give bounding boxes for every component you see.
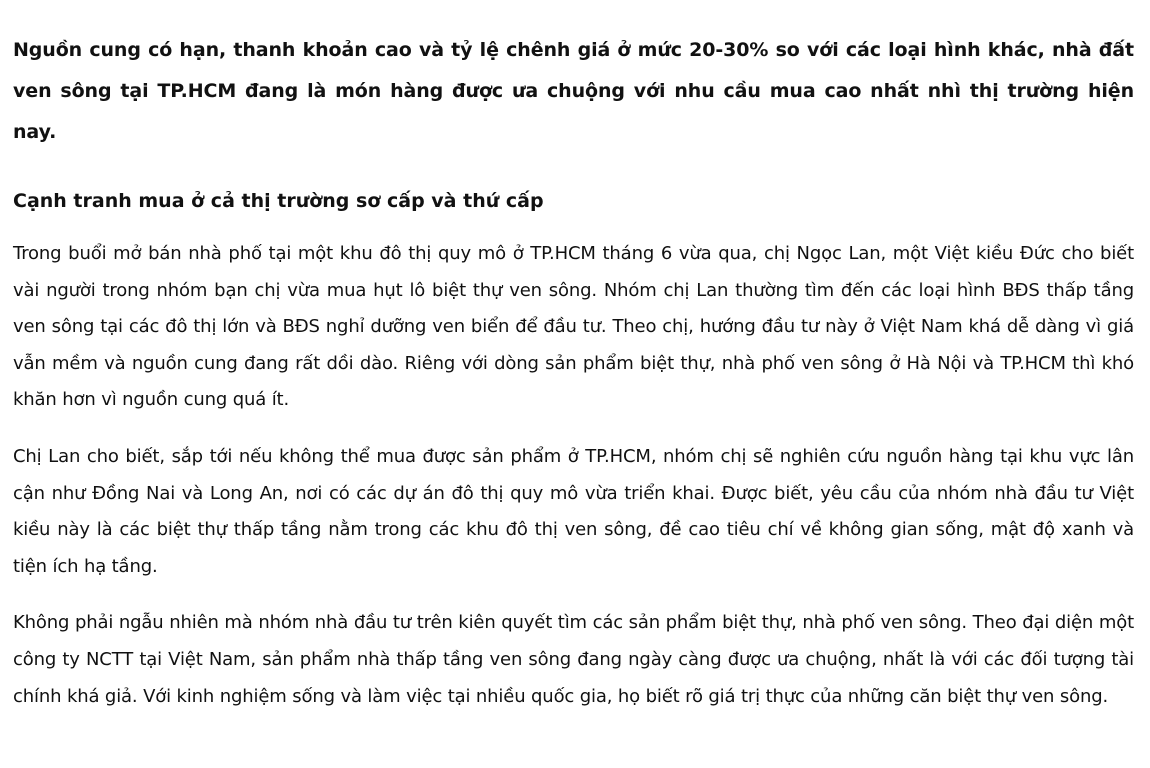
body-paragraph-1: Trong buổi mở bán nhà phố tại một khu đô thị quy mô ở TP.HCM tháng 6 vừa qua, chị Ngọc Lan, một Việt kiều Đức cho biết vài người trong nhóm bạn chị vừa mua hụt lô biệt thự ven sông. Nhóm chị Lan thường tìm đến các loại hình BĐS thấp tầng ven sông tại các đô thị lớn và BĐS nghỉ dưỡng ven biển để đầu tư. Theo chị, hướng đầu tư này ở Việt Nam khá dễ dàng vì giá vẫn mềm và nguồn cung đang rất dồi dào. Riêng với dòng sản phẩm biệt thự, nhà phố ven sông ở Hà Nội và TP.HCM thì khó khăn hơn vì nguồn cung quá ít.: [13, 243, 1134, 411]
body-paragraph-2: Chị Lan cho biết, sắp tới nếu không thể mua được sản phẩm ở TP.HCM, nhóm chị sẽ nghiên cứu nguồn hàng tại khu vực lân cận như Đồng Nai và Long An, nơi có các dự án đô thị quy mô vừa triển khai. Được biết, yêu cầu của nhóm nhà đầu tư Việt kiều này là các biệt thự thấp tầng nằm trong các khu đô thị ven sông, đề cao tiêu chí về không gian sống, mật độ xanh và tiện ích hạ tầng.: [13, 445, 1134, 577]
article-lead: Nguồn cung có hạn, thanh khoản cao và tỷ lệ chênh giá ở mức 20-30% so với các loại hình khác, nhà đất ven sông tại TP.HCM đang là món hàng được ưa chuộng với nhu cầu mua cao nhất nhì thị trường hiện nay.: [13, 39, 1134, 143]
body-paragraph-3: Không phải ngẫu nhiên mà nhóm nhà đầu tư trên kiên quyết tìm các sản phẩm biệt thự, nhà phố ven sông. Theo đại diện một công ty NCTT tại Việt Nam, sản phẩm nhà thấp tầng ven sông đang ngày càng được ưa chuộng, nhất là với các đối tượng tài chính khá giả. Với kinh nghiệm sống và làm việc tại nhiều quốc gia, họ biết rõ giá trị thực của những căn biệt thự ven sông.: [13, 612, 1134, 707]
section-heading: Cạnh tranh mua ở cả thị trường sơ cấp và thứ cấp: [13, 190, 544, 212]
